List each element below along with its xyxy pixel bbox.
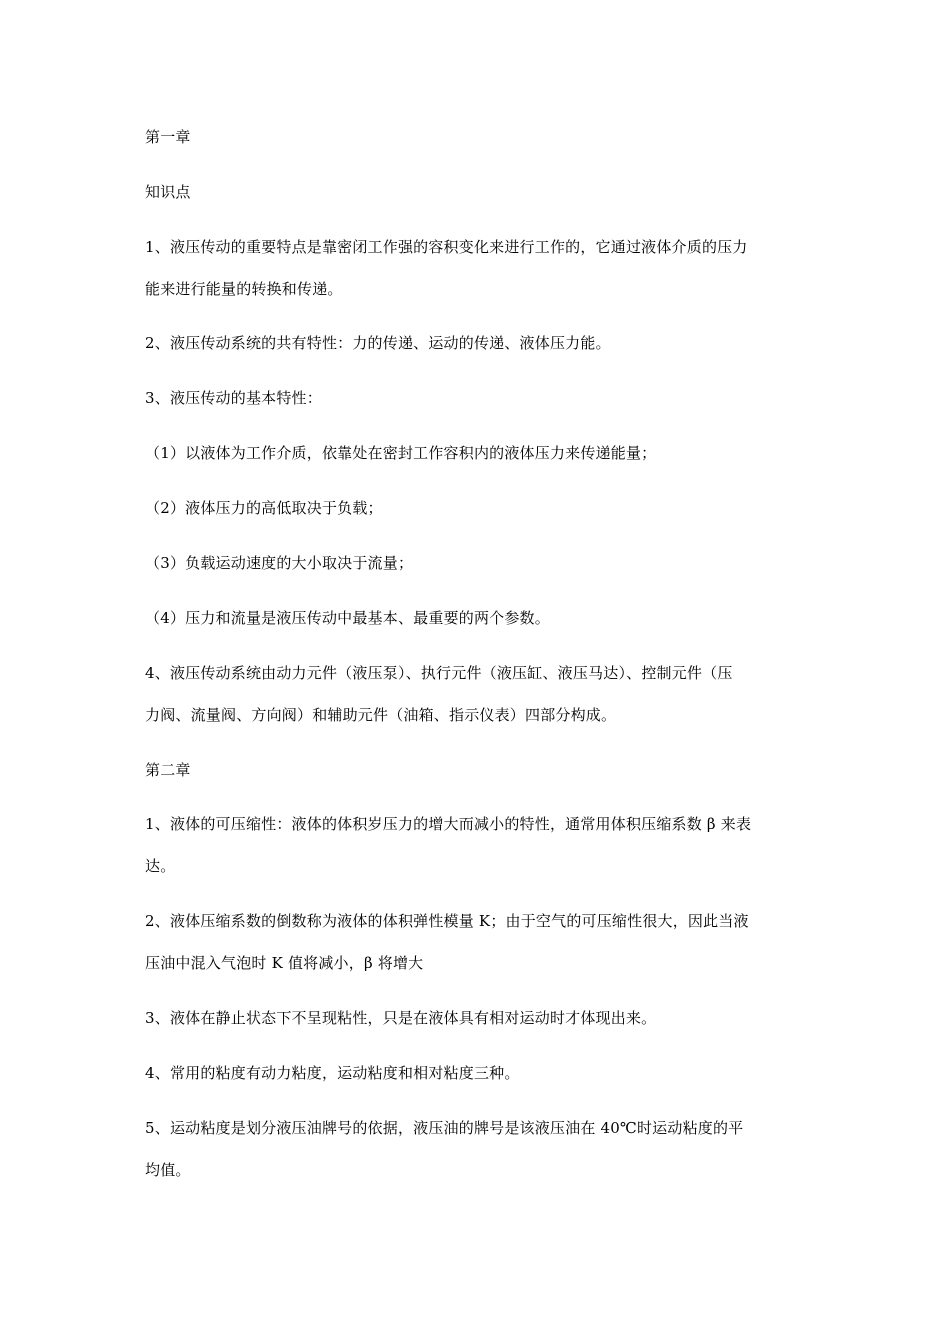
paragraph-line: （1）以液体为工作介质，依靠处在密封工作容积内的液体压力来传递能量； (145, 444, 657, 462)
paragraph-line: 1、液压传动的重要特点是靠密闭工作强的容积变化来进行工作的，它通过液体介质的压力 (145, 238, 748, 256)
chapter-1-heading: 第一章 (145, 128, 191, 146)
paragraph-line: 2、液压传动系统的共有特性：力的传递、运动的传递、液体压力能。 (145, 334, 611, 352)
paragraph-line: 4、常用的粘度有动力粘度，运动粘度和相对粘度三种。 (145, 1064, 520, 1082)
paragraph-line: 能来进行能量的转换和传递。 (145, 280, 343, 298)
paragraph-line: 力阀、流量阀、方向阀）和辅助元件（油箱、指示仪表）四部分构成。 (145, 706, 617, 724)
knowledge-points-heading: 知识点 (145, 183, 191, 201)
paragraph-line: 达。 (145, 857, 176, 875)
paragraph-line: （2）液体压力的高低取决于负载； (145, 499, 383, 517)
paragraph-line: 4、液压传动系统由动力元件（液压泵）、执行元件（液压缸、液压马达）、控制元件（压 (145, 664, 733, 682)
paragraph-line: 压油中混入气泡时 K 值将减小，β 将增大 (145, 954, 424, 972)
paragraph-line: （3）负载运动速度的大小取决于流量； (145, 554, 414, 572)
chapter-2-heading: 第二章 (145, 761, 191, 779)
paragraph-line: （4）压力和流量是液压传动中最基本、最重要的两个参数。 (145, 609, 550, 627)
paragraph-line: 均值。 (145, 1161, 191, 1179)
paragraph-line: 3、液体在静止状态下不呈现粘性，只是在液体具有相对运动时才体现出来。 (145, 1009, 657, 1027)
paragraph-line: 2、液体压缩系数的倒数称为液体的体积弹性模量 K；由于空气的可压缩性很大，因此当液 (145, 912, 749, 930)
paragraph-line: 1、液体的可压缩性：液体的体积岁压力的增大而减小的特性，通常用体积压缩系数 β 来表 (145, 815, 752, 833)
paragraph-line: 3、液压传动的基本特性： (145, 389, 322, 407)
paragraph-line: 5、运动粘度是划分液压油牌号的依据，液压油的牌号是该液压油在 40℃时运动粘度的平 (145, 1119, 744, 1137)
